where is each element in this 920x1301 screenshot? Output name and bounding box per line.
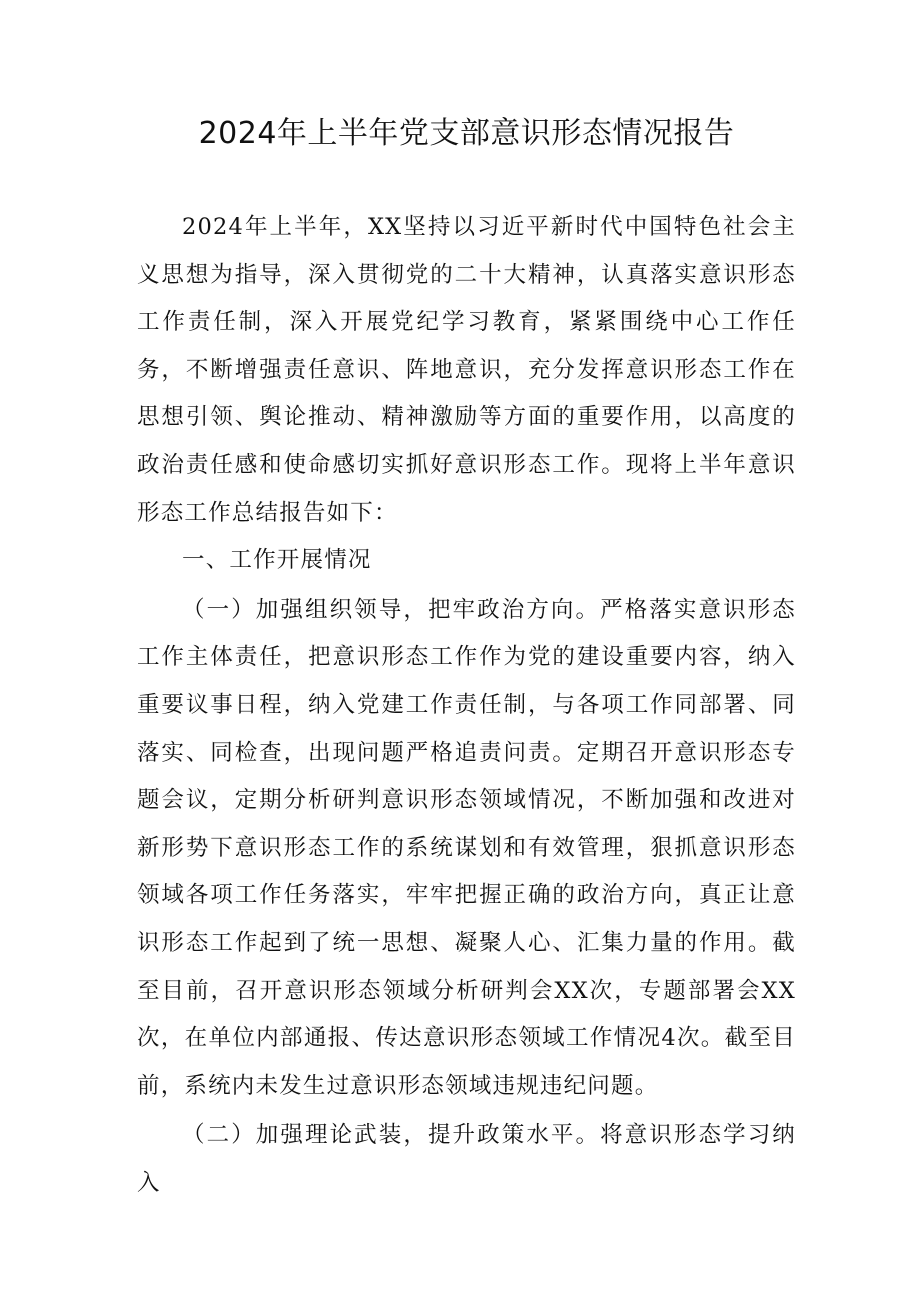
section-paragraph-organization: （一）加强组织领导，把牢政治方向。严格落实意识形态工作主体责任，把意识形态工作作为党的建设重要内容，纳入重要议事日程，纳入党建工作责任制，与各项工作同部署、同落实、同检查，出现问题严格追责问责。定期召开意识形态专题会议，定期分析研判意识形态领域情况，不断加强和改进对新形势下意识形态工作的系统谋划和有效管理，狠抓意识形态领域各项工作任务落实，牢牢把握正确的政治方向，真正让意识形态工作起到了统一思想、凝聚人心、汇集力量的作用。截至目前，召开意识形态领域分析研判会XX次，专题部署会XX次，在单位内部通报、传达意识形态领域工作情况4次。截至目前，系统内未发生过意识形态领域违规违纪问题。: [137, 596, 796, 1099]
document-title: 2024年上半年党支部意识形态情况报告: [198, 116, 735, 151]
intro-paragraph: 2024年上半年，XX坚持以习近平新时代中国特色社会主义思想为指导，深入贯彻党的二十大精神，认真落实意识形态工作责任制，深入开展党纪学习教育，紧紧围绕中心工作任务，不断增强责任意识、阵地意识，充分发挥意识形态工作在思想引领、舆论推动、精神激励等方面的重要作用，以高度的政治责任感和使命感切实抓好意识形态工作。现将上半年意识形态工作总结报告如下：: [137, 214, 796, 526]
section-heading-work-progress: 一、工作开展情况: [182, 547, 372, 574]
section-paragraph-theory: （二）加强理论武装，提升政策水平。将意识形态学习纳入: [137, 1122, 796, 1196]
